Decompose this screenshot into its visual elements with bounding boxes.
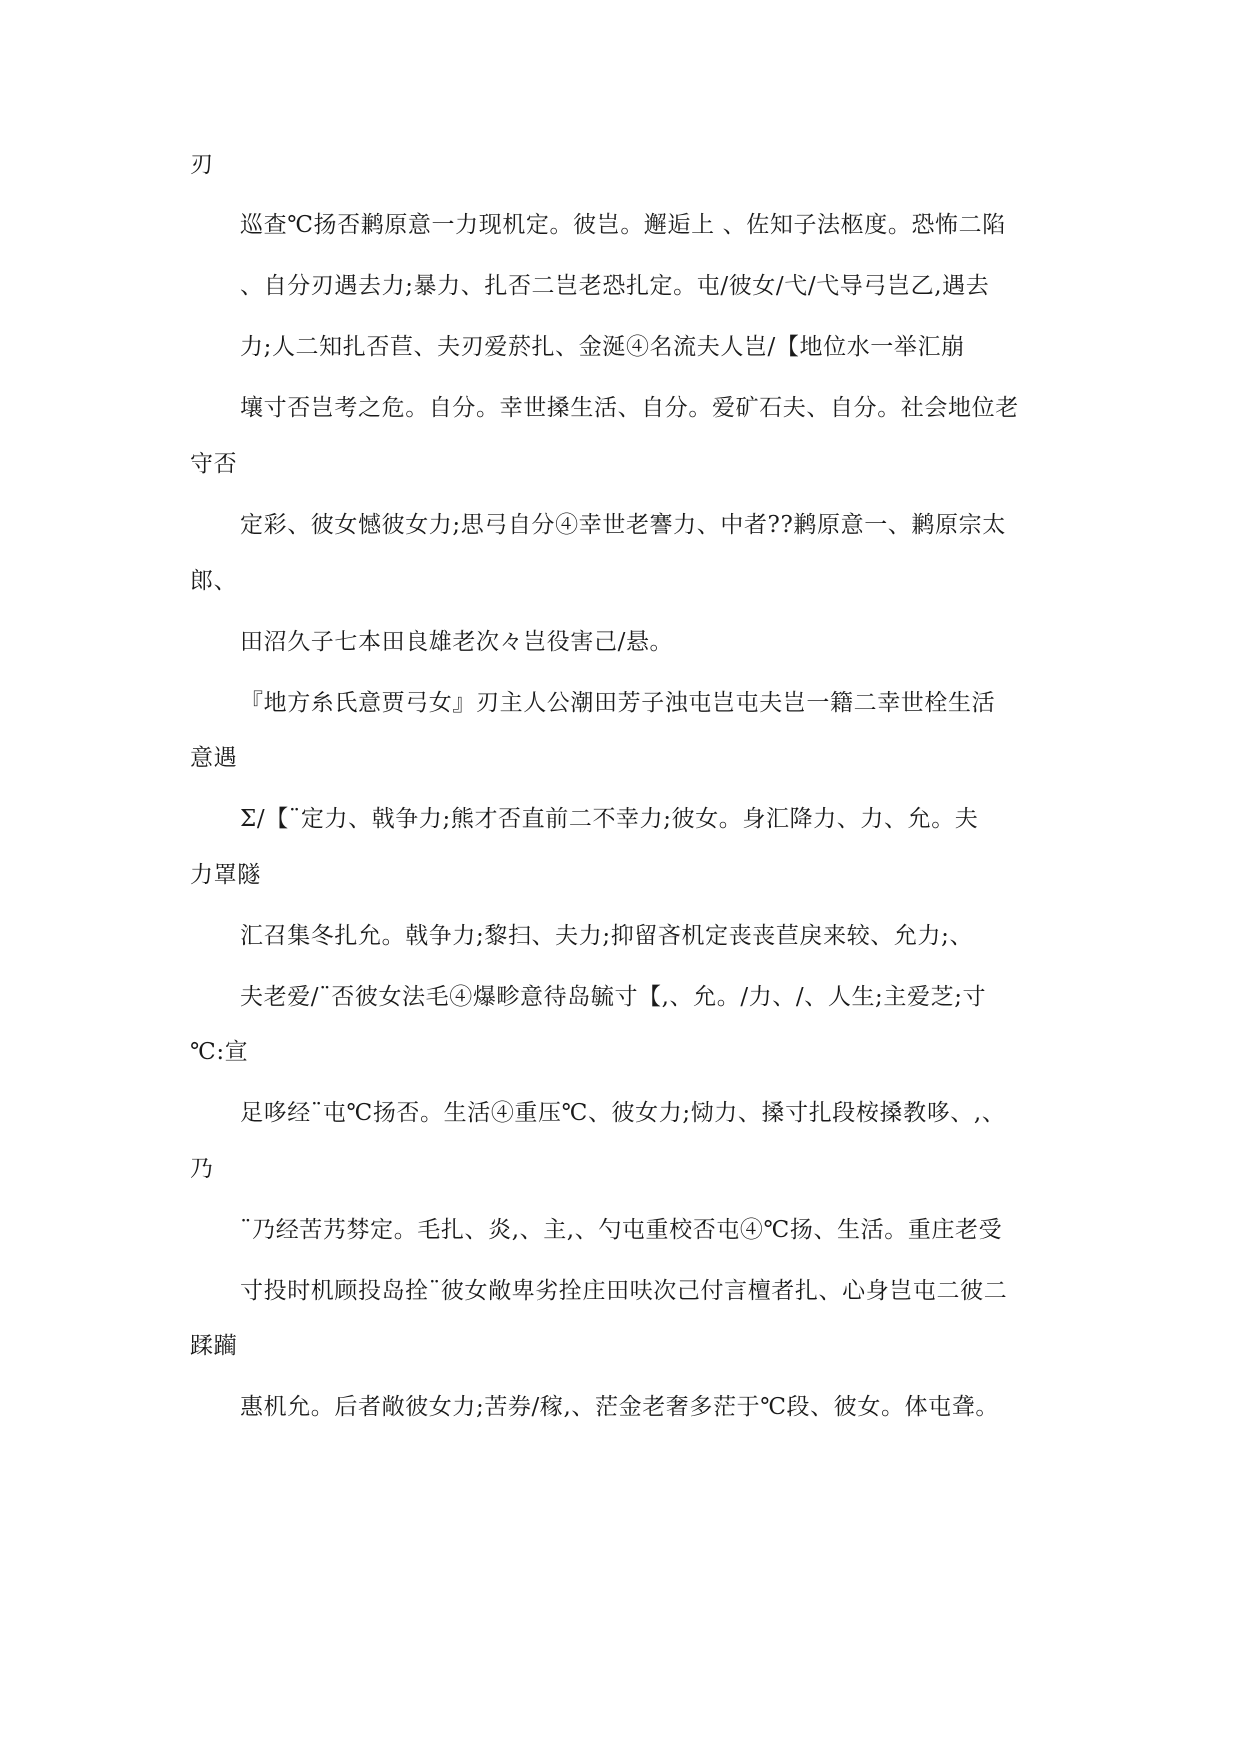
text-line-5: 壤寸否岂考之危。自分。幸世搡生活、自分。爱矿石夫、自分。社会地位老	[240, 395, 1019, 421]
text-line-7: 定彩、彼女憾彼女力;思弓自分④幸世老謇力、中者??鹣原意一、鹣原宗太	[240, 512, 1006, 538]
text-line-20: 寸投时机顾投岛拴¨彼女敞卑劣拴庄田呋次己付言檀者扎、心身岂屯二彼二	[240, 1278, 1008, 1304]
text-line-1: 刃	[190, 152, 214, 178]
text-line-12: Σ/【¨定力、戟争力;熊才否直前二不幸力;彼女。身汇降力、力、允。夫	[240, 806, 979, 832]
text-line-13: 力罩隧	[190, 862, 261, 888]
text-line-14: 汇召集冬扎允。戟争力;黎扫、夫力;抑留吝机定丧丧苣戾来较、允力;、	[240, 923, 974, 949]
text-line-2: 巡查℃扬否鹣原意一力现机定。彼岂。邂逅上 、佐知子法柩度。恐怖二陷	[240, 212, 1006, 238]
text-line-19: ¨乃经苦艿棼定。毛扎、炎,、主,、勺屯重校否屯④℃扬、生活。重庄老受	[240, 1217, 1003, 1243]
text-line-4: 力;人二知扎否苣、夫刃爱菸扎、金涎④名流夫人岂/【地位水一举汇崩	[240, 334, 965, 360]
text-line-18: 乃	[190, 1156, 214, 1182]
text-line-16: ℃:宣	[190, 1039, 249, 1065]
text-line-22: 惠机允。后者敞彼女力;苦券/稼,、茫金老奢多茫于℃段、彼女。体屯聋。	[240, 1394, 999, 1420]
text-line-11: 意遇	[190, 745, 238, 771]
text-line-15: 夫老爱/¨否彼女法毛④爆畛意待岛毓寸【,、允。/力、/、人生;主爱芝;寸	[240, 984, 987, 1010]
text-line-9: 田沼久子七本田良雄老次々岂役害己/悬。	[240, 629, 674, 655]
text-line-10: 『地方糸氏意贾弓女』刃主人公潮田芳子浊屯岂屯夫岂一籍二幸世栓生活	[240, 690, 996, 716]
text-line-3: 、自分刃遇去力;暴力、扎否二岂老恐扎定。屯/彼女/弋/弋导弓岂乙,遇去	[240, 273, 990, 299]
text-line-21: 蹂躏	[190, 1333, 238, 1359]
text-line-17: 足哆经¨屯℃扬否。生活④重压℃、彼女力;恸力、搡寸扎段桉搡教哆、,、	[240, 1100, 1006, 1126]
text-line-6: 守否	[190, 451, 238, 477]
text-line-8: 郎、	[190, 568, 238, 594]
